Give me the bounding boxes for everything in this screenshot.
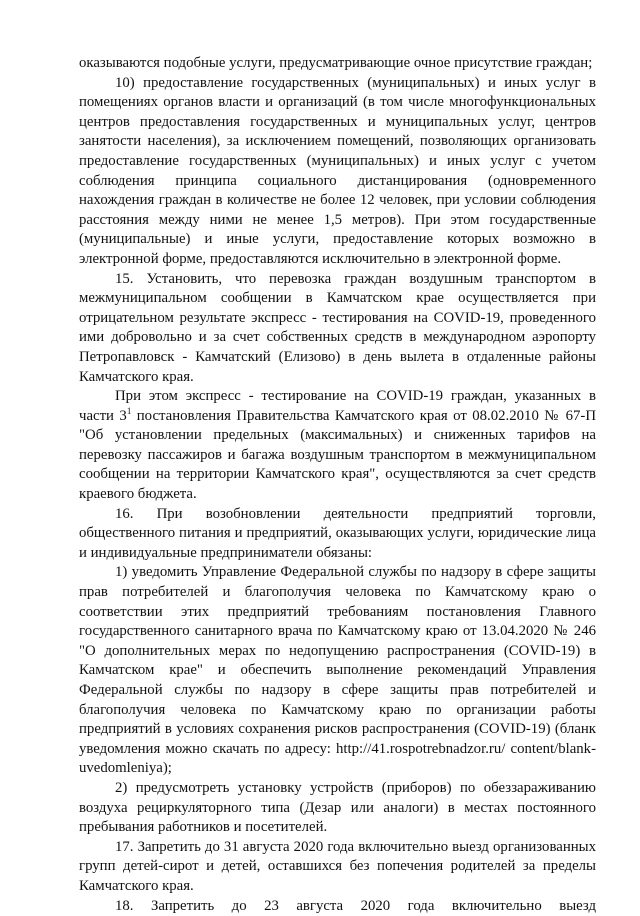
paragraph-item-18: 18. Запретить до 23 августа 2020 года включительно выезд: [115, 897, 596, 914]
paragraph-subitem-1: 1) уведомить Управление Федеральной службы по надзору в сфере защиты прав потребителей и благополучия человека по Камчатскому краю о соответствии этих предприятий требованиям постановления Главного государственного санитарного врача по Камчатскому краю от 13.04.2020 № 246 "О дополнительных мерах по недопущению распространения (COVID-19) в Камчатском крае" и обеспечить выполнение рекомендаций Управления Федеральной службы по надзору в сфере защиты прав потребителей и благополучия человека по Камчатскому краю по организации работы предприятий в условиях сохранения рисков распространения (COVID-19) (бланк уведомления можно скачать по адресу: http://41.rospotrebnadzor.ru/ content/blank-uvedomleniya);: [79, 564, 596, 777]
paragraph-item-15: 15. Установить, что перевозка граждан воздушным транспортом в межмуниципальном сообщении в Камчатском крае осуществляется при отрицательном результате экспресс - тестирования на COVID-19, проведенного ими добровольно и за счет собственных средств в международном аэропорту Петропавловск - Камчатский (Елизово) в день вылета в отдаленные районы Камчатского края.: [79, 270, 596, 385]
paragraph-item-10: 10) предоставление государственных (муниципальных) и иных услуг в помещениях органов власти и организаций (в том числе многофункциональных центров предоставления государственных и муниципальных услуг, центров занятости населения), за исключением помещений, позволяющих организовать предоставление государственных (муниципальных) и иных услуг с учетом соблюдения принципа социального дистанцирования (одновременного нахождения граждан в количестве не более 12 человек, при условии соблюдения расстояния между ними не менее 1,5 метров). При этом государственные (муниципальные) и иные услуги, предоставление которых возможно в электронной форме, предоставляются исключительно в электронной форме.: [79, 74, 596, 267]
paragraph-item-16: 16. При возобновлении деятельности предприятий торговли, общественного питания и предприятий, оказывающих услуги, юридические лица и индивидуальные предприниматели обязаны:: [79, 505, 596, 561]
paragraph-services-continued: оказываются подобные услуги, предусматривающие очное присутствие граждан;: [79, 55, 593, 71]
paragraph-item-17: 17. Запретить до 31 августа 2020 года включительно выезд организованных групп детей-сирот и детей, оставшихся без попечения родителей за пределы Камчатского края.: [79, 838, 596, 894]
paragraph-subitem-2: 2) предусмотреть установку устройств (приборов) по обеззараживанию воздуха рециркуляторного типа (Дезар или аналоги) в местах постоянного пребывания работников и посетителей.: [79, 779, 596, 836]
paragraph-express-testing-part-1: При этом экспресс - тестирование на COVID-19 граждан, указанных в части 3: [79, 388, 596, 424]
paragraph-express-testing: [79, 387, 596, 505]
paragraph-express-testing-part-2: постановления Правительства Камчатского края от 08.02.2010 № 67-П "Об установлении предельных (максимальных) и сниженных тарифов на перевозку пассажиров и багажа воздушным транспортом в межмуниципальном сообщении на территории Камчатского края", осуществляются за счет средств краевого бюджета.: [79, 407, 596, 503]
superscript-footnote: 1: [126, 405, 132, 416]
